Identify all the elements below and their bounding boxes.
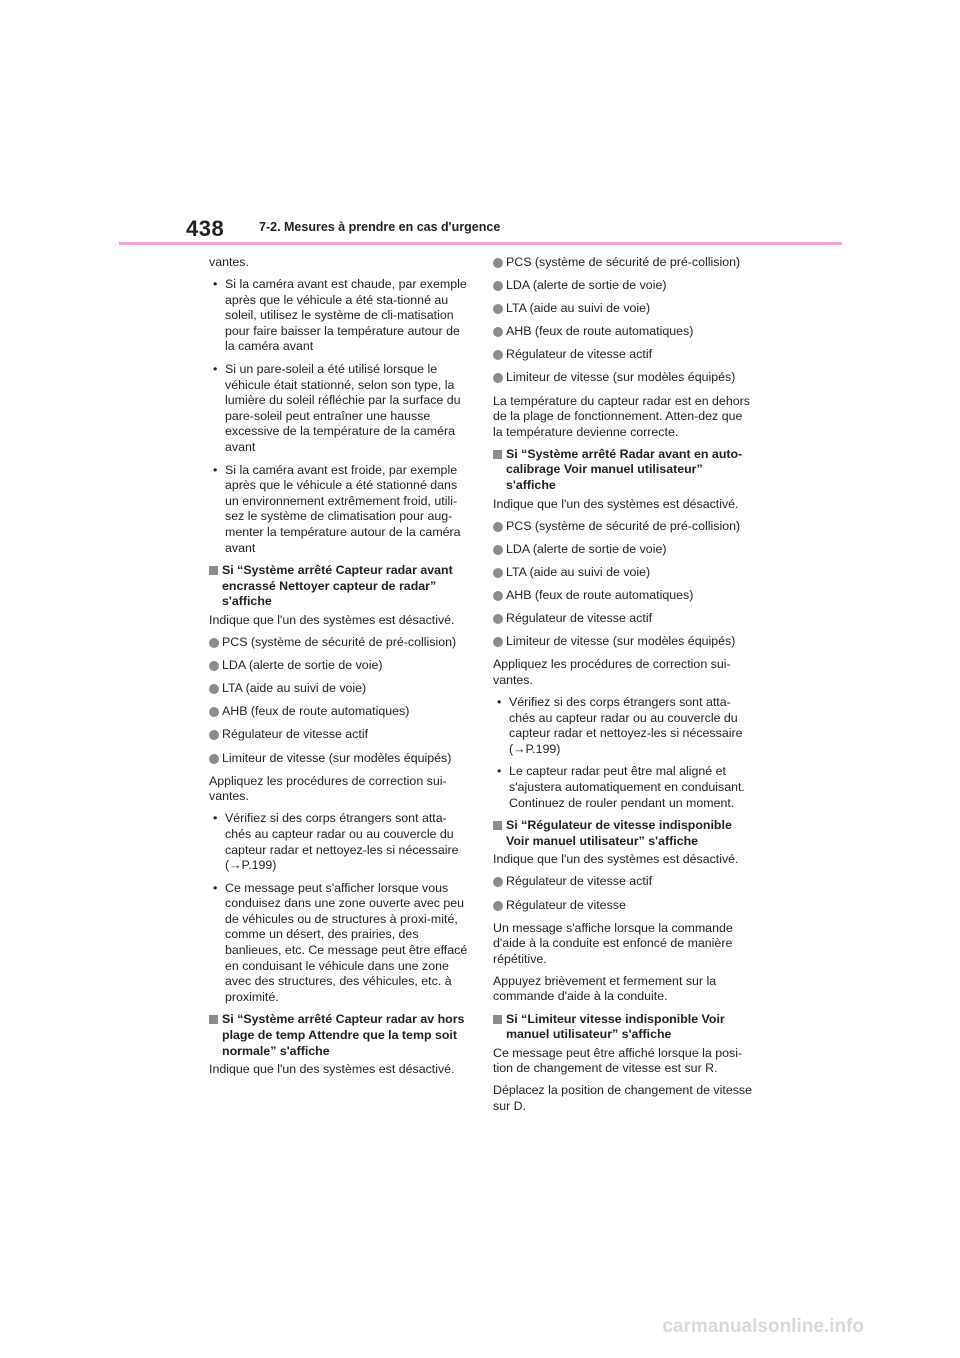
list-item: • Si la caméra avant est froide, par exemple après que le véhicule a été stationné dans un environnement extrêmement froid, utili-sez le système de climatisation pour aug-menter la température autour de la caméra avant <box>213 462 461 555</box>
circle-bullet-icon <box>493 373 503 383</box>
list-item: LDA (alerte de sortie de voie) <box>209 658 471 674</box>
square-bullet-icon <box>209 1015 218 1024</box>
list-item: LTA (aide au suivi de voie) <box>209 681 471 697</box>
list-item: • Si un pare-soleil a été utilisé lorsque le véhicule était stationné, selon son type, la lumière du soleil réfléchie par la surface du pare-soleil peut entraîner une hausse excessive de la température de la caméra avant <box>213 362 461 455</box>
page-number: 438 <box>186 216 225 241</box>
paragraph: Ce message peut être affiché lorsque la posi-tion de changement de vitesse est sur R. <box>493 1045 743 1076</box>
paragraph: Appuyez brièvement et fermement sur la commande d'aide à la conduite. <box>493 973 717 1004</box>
square-bullet-icon <box>493 1015 502 1024</box>
circle-bullet-icon <box>209 661 219 671</box>
list-item: LDA (alerte de sortie de voie) <box>493 542 755 558</box>
circle-bullet-icon <box>493 614 503 624</box>
list-item: • Ce message peut s'afficher lorsque vous conduisez dans une zone ouverte avec peu de véhicules ou de structures à proxi-mité, comme un désert, des prairies, des banlieues, etc. Ce message peut être effacé en conduisant le véhicule dans une zone avec des structures, des véhicules, etc. à proximité. <box>213 880 468 1004</box>
left-column <box>209 255 471 1084</box>
list-item: PCS (système de sécurité de pré-collision) <box>493 519 755 535</box>
list-item: AHB (feux de route automatiques) <box>493 324 755 340</box>
list-item: • Le capteur radar peut être mal aligné et s'ajustera automatiquement en conduisant. Continuez de rouler pendant un moment. <box>497 764 745 810</box>
section-heading: Si “Régulateur de vitesse indisponible Voir manuel utilisateur” s'affiche <box>493 818 755 849</box>
circle-bullet-icon <box>493 877 503 887</box>
section-heading: Si “Système arrêté Radar avant en auto-calibrage Voir manuel utilisateur” s'affiche <box>493 447 755 494</box>
list-item: • Si la caméra avant est chaude, par exemple après que le véhicule a été sta-tionné au soleil, utilisez le système de cli-matisation pour faire baisser la température autour de la caméra avant <box>213 277 467 354</box>
paragraph: Indique que l'un des systèmes est désactivé. <box>209 1062 455 1077</box>
circle-bullet-icon <box>493 350 503 360</box>
list-item: Limiteur de vitesse (sur modèles équipés) <box>209 751 471 767</box>
circle-bullet-icon <box>493 637 503 647</box>
square-bullet-icon <box>493 450 502 459</box>
list-item: Régulateur de vitesse actif <box>493 874 755 890</box>
section-title: 7-2. Mesures à prendre en cas d'urgence <box>259 220 501 234</box>
circle-bullet-icon <box>493 522 503 532</box>
right-column <box>493 255 755 1121</box>
circle-bullet-icon <box>209 754 219 764</box>
list-item: LTA (aide au suivi de voie) <box>493 301 755 317</box>
list-item: Régulateur de vitesse actif <box>493 347 755 363</box>
list-item: PCS (système de sécurité de pré-collision) <box>493 255 755 271</box>
list-item: PCS (système de sécurité de pré-collision) <box>209 635 471 651</box>
list-item: Limiteur de vitesse (sur modèles équipés) <box>493 370 755 386</box>
circle-bullet-icon <box>493 901 503 911</box>
circle-bullet-icon <box>209 730 219 740</box>
circle-bullet-icon <box>493 591 503 601</box>
square-bullet-icon <box>209 566 218 575</box>
intro-text: vantes. <box>209 255 249 269</box>
paragraph: Indique que l'un des systèmes est désactivé. <box>209 612 455 627</box>
circle-bullet-icon <box>493 545 503 555</box>
paragraph: Indique que l'un des systèmes est désactivé. <box>493 852 739 867</box>
list-item: LDA (alerte de sortie de voie) <box>493 278 755 294</box>
circle-bullet-icon <box>493 281 503 291</box>
header-rule <box>119 242 842 245</box>
list-item: Régulateur de vitesse actif <box>209 727 471 743</box>
circle-bullet-icon <box>209 684 219 694</box>
list-item: AHB (feux de route automatiques) <box>493 588 755 604</box>
list-item: LTA (aide au suivi de voie) <box>493 565 755 581</box>
list-item: AHB (feux de route automatiques) <box>209 704 471 720</box>
watermark: carmanualsonline.info <box>662 1316 864 1337</box>
paragraph: Un message s'affiche lorsque la commande d'aide à la conduite est enfoncé de manière répétitive. <box>493 920 733 966</box>
paragraph: Indique que l'un des systèmes est désactivé. <box>493 496 739 511</box>
square-bullet-icon <box>493 821 502 830</box>
circle-bullet-icon <box>493 258 503 268</box>
section-heading: Si “Système arrêté Capteur radar avant encrassé Nettoyer capteur de radar” s'affiche <box>209 563 471 610</box>
list-item: • Vérifiez si des corps étrangers sont atta-chés au capteur radar ou au couvercle du capteur radar et nettoyez-les si nécessaire (→P.199) <box>213 811 459 873</box>
paragraph: La température du capteur radar est en dehors de la plage de fonctionnement. Atten-dez que la température devienne correcte. <box>493 393 750 439</box>
list-item: • Vérifiez si des corps étrangers sont atta-chés au capteur radar ou au couvercle du capteur radar et nettoyez-les si nécessaire (→P.199) <box>497 694 743 756</box>
circle-bullet-icon <box>209 707 219 717</box>
list-item: Régulateur de vitesse actif <box>493 611 755 627</box>
section-heading: Si “Système arrêté Capteur radar av hors plage de temp Attendre que la temp soit normale” s'affiche <box>209 1012 471 1059</box>
paragraph: Appliquez les procédures de correction sui-vantes. <box>209 773 447 804</box>
circle-bullet-icon <box>493 568 503 578</box>
list-item: Limiteur de vitesse (sur modèles équipés) <box>493 634 755 650</box>
circle-bullet-icon <box>493 304 503 314</box>
list-item: Régulateur de vitesse <box>493 898 755 914</box>
section-heading: Si “Limiteur vitesse indisponible Voir manuel utilisateur” s'affiche <box>493 1012 755 1043</box>
circle-bullet-icon <box>209 638 219 648</box>
paragraph: Appliquez les procédures de correction sui-vantes. <box>493 657 731 687</box>
circle-bullet-icon <box>493 327 503 337</box>
paragraph: Déplacez la position de changement de vitesse sur D. <box>493 1083 752 1114</box>
